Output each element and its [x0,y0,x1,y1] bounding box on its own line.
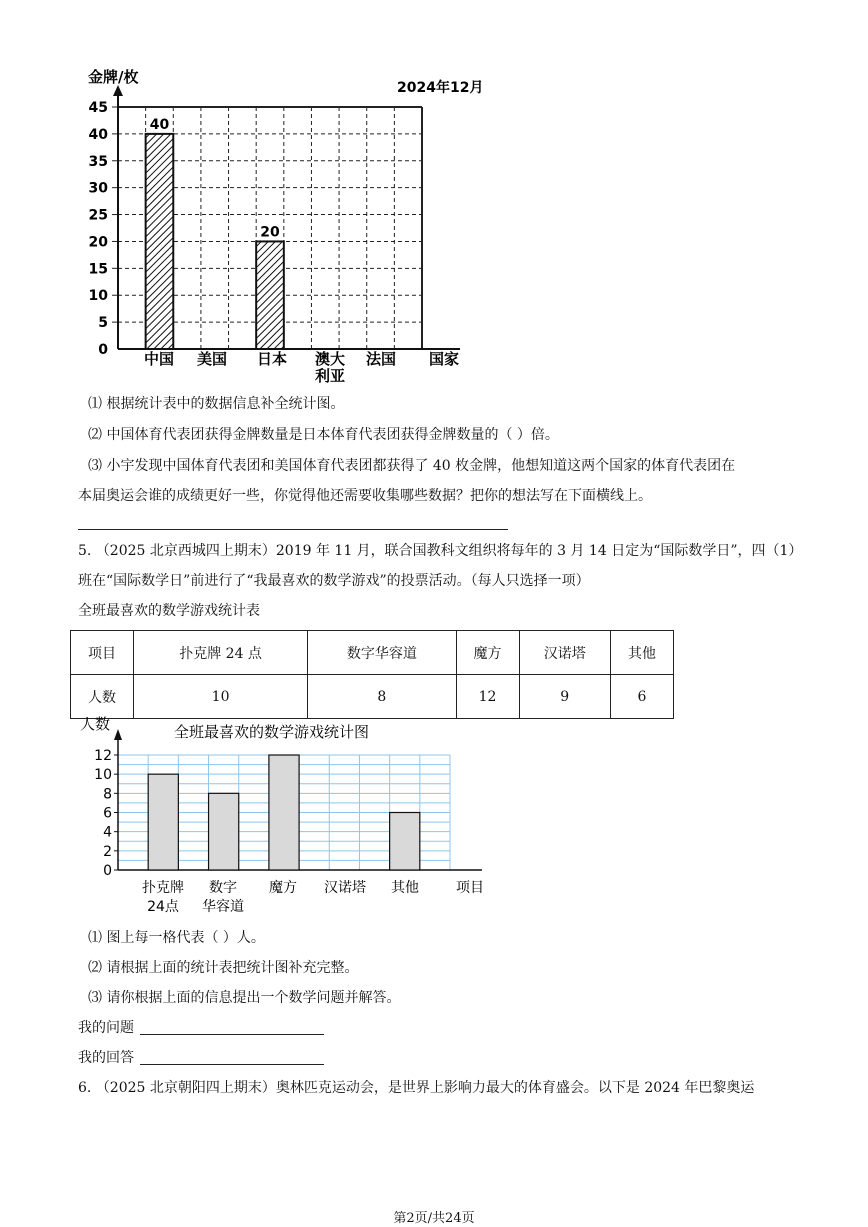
y-tick-label: 25 [88,207,108,224]
x-category-label: 汉诺塔 [324,880,366,896]
gold-medal-bar-chart [0,0,868,390]
y-tick-label: 45 [88,100,108,116]
y-tick-label: 12 [94,748,112,764]
chart2-x-label: 项目 [456,880,484,896]
y-tick-label: 15 [88,261,108,278]
x-category-label: 其他 [391,880,419,896]
q5-sub1: ⑴ 图上每一格代表（ ）人。 [88,930,265,946]
math-game-bar-chart [0,710,868,920]
x-category-label: 中国 [143,350,175,368]
y-tick-label: 10 [94,767,112,784]
bar [269,755,299,870]
y-tick-label: 0 [103,863,112,879]
x-category-label: 日本 [256,350,288,368]
y-axis-arrow [113,85,123,96]
y-tick-label: 10 [88,288,108,305]
table-cell: 项目 [71,631,134,675]
chart2-y-label: 人数 [80,715,111,733]
q5-sub2: ⑵ 请根据上面的统计表把统计图补充完整。 [88,960,359,976]
my-question-label: 我的问题 [78,1020,134,1036]
q5-intro-line1: 5. （2025 北京西城四上期末）2019 年 11 月，联合国教科文组织将每年的 3 月 14 日定为“国际数学日”，四（1） [78,543,803,559]
x-category-label: 魔方 [269,880,297,896]
x-category-label-line2: 华容道 [202,899,244,915]
y-tick-label: 5 [98,315,108,332]
table-cell: 8 [308,675,456,719]
y-tick-label: 2 [103,843,112,860]
x-category-label-line2: 24点 [147,899,179,915]
game-stats-table [70,630,674,719]
chart1-y-unit-label: 金牌/枚 [88,68,139,86]
my-answer-label: 我的回答 [78,1050,134,1066]
table-row [71,631,674,675]
y-tick-label: 30 [88,180,108,197]
y-tick-label: 20 [88,234,108,251]
chart1-x-axis-label: 国家 [429,350,460,368]
table-cell: 9 [519,675,610,719]
x-category-label: 法国 [365,350,397,368]
q5-table-title: 全班最喜欢的数学游戏统计表 [78,603,260,619]
x-category-label: 扑克牌 [142,880,184,896]
q4-sub2: ⑵ 中国体育代表团获得金牌数量是日本体育代表团获得金牌数量的（ ）倍。 [88,427,559,443]
x-category-label: 澳大 [314,350,346,368]
q4-sub1: ⑴ 根据统计表中的数据信息补全统计图。 [88,396,345,412]
bar [209,793,239,870]
y-tick-label: 0 [98,342,108,358]
y-tick-label: 4 [103,824,112,841]
bar-value-label: 40 [149,116,170,133]
table-cell: 魔方 [456,631,519,675]
table-cell: 其他 [610,631,673,675]
y-tick-label: 8 [103,786,112,803]
bar-value-label: 20 [260,224,280,241]
q6-intro: 6. （2025 北京朝阳四上期末）奥林匹克运动会，是世界上影响力最大的体育盛会。以下是 2024 年巴黎奥运 [78,1080,755,1096]
bar [390,813,420,871]
bar [148,774,178,870]
chart2-title: 全班最喜欢的数学游戏统计图 [174,723,370,741]
table-cell: 6 [610,675,673,719]
q4-sub3-line2: 本届奥运会谁的成绩更好一些，你觉得他还需要收集哪些数据？把你的想法写在下面横线上。 [78,488,652,504]
q5-sub3: ⑶ 请你根据上面的信息提出一个数学问题并解答。 [88,990,401,1006]
table-cell: 人数 [71,675,134,719]
bar [146,134,174,349]
x-category-label: 美国 [196,350,228,368]
y-tick-label: 35 [88,153,108,170]
y-axis-arrow [114,729,122,740]
y-tick-label: 6 [103,805,112,822]
table-cell: 汉诺塔 [519,631,610,675]
table-cell: 10 [133,675,307,719]
q5-intro-line2: 班在“国际数学日”前进行了“我最喜欢的数学游戏”的投票活动。（每人只选择一项） [78,573,590,589]
q4-answer-line[interactable] [78,529,508,530]
q4-sub3-line1: ⑶ 小宇发现中国体育代表团和美国体育代表团都获得了 40 枚金牌，他想知道这两个国家的体育代表团在 [88,458,736,474]
page-footer: 第2页/共24页 [393,1211,475,1226]
chart1-corner-title: 2024年12月 [397,80,484,96]
table-cell: 12 [456,675,519,719]
x-category-label: 数字 [209,880,237,896]
bar [256,241,284,349]
table-cell: 扑克牌 24 点 [133,631,307,675]
x-category-label-line2: 利亚 [314,367,346,385]
table-cell: 数字华容道 [308,631,456,675]
my-answer-line[interactable] [140,1064,324,1065]
y-tick-label: 40 [88,126,108,143]
my-question-line[interactable] [140,1034,324,1035]
